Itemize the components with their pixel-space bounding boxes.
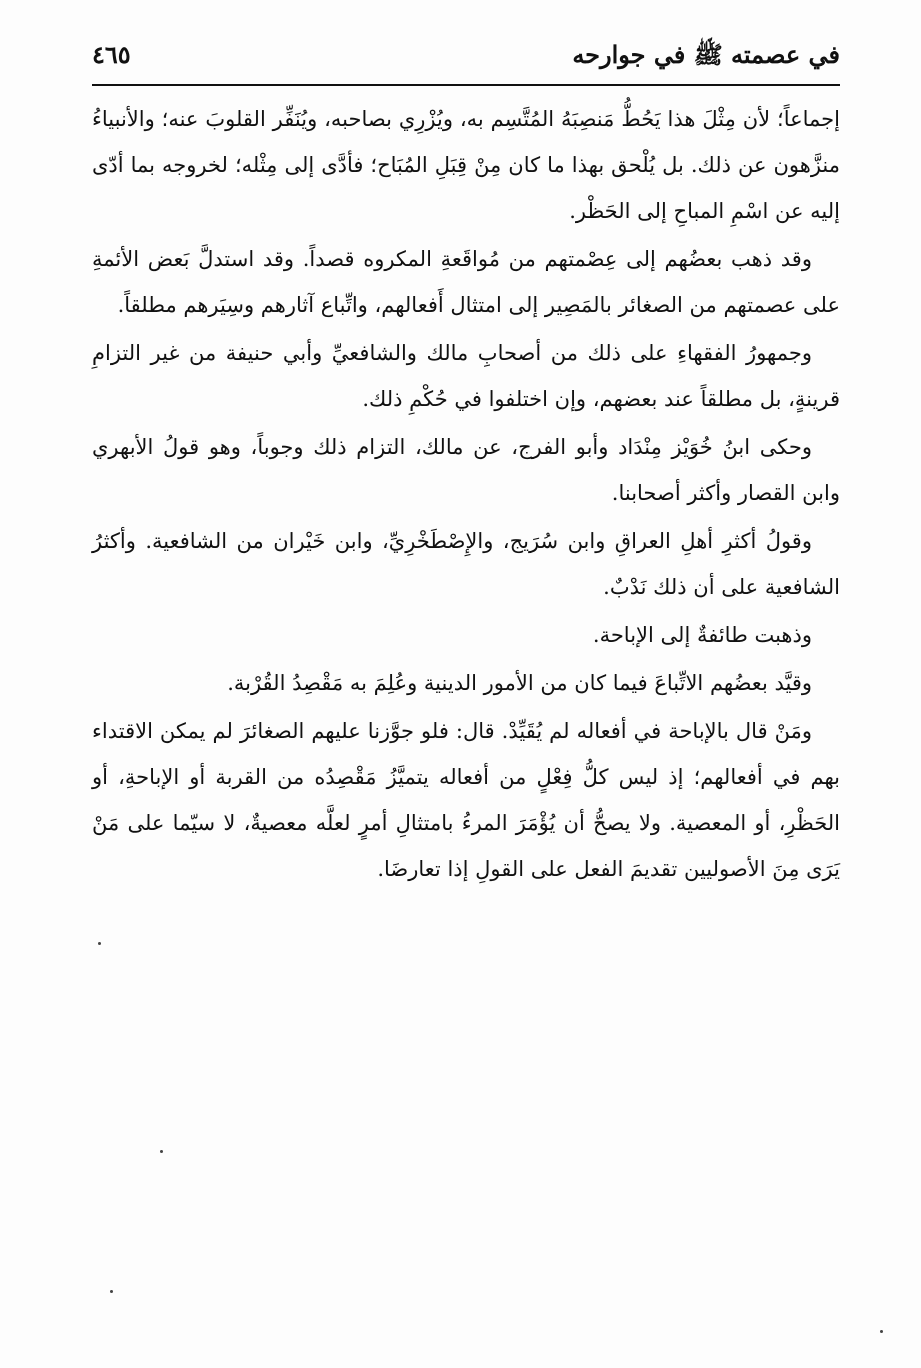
paragraph: وقولُ أكثرِ أهلِ العراقِ وابن سُرَيج، والإِصْطَخْرِيِّ، وابن خَيْران من الشافعية. وأكثرُ الشافعية على أن ذلك نَدْبٌ. bbox=[92, 529, 840, 599]
body-text bbox=[92, 96, 840, 892]
header-divider bbox=[92, 84, 840, 86]
page-number: ٤٦٥ bbox=[92, 40, 131, 69]
scan-speck bbox=[110, 1290, 113, 1293]
paragraph: ومَنْ قال بالإباحة في أفعاله لم يُقَيِّدْ. قال: فلو جوَّزنا عليهم الصغائرَ لم يمكن الاقتداء بهم في أفعالهم؛ إذ ليس كلُّ فِعْلٍ من أفعاله يتميَّزُ مَقْصِدُه من القربة أو الإباحةِ، أو الحَظْرِ، أو المعصية. ولا يصحُّ أن يُؤْمَرَ المرءُ بامتثالِ أمرٍ لعلَّه معصيةٌ، لا سيّما على مَنْ يَرَى مِنَ الأصوليين تقديمَ الفعل على القولِ إذا تعارضَا. bbox=[92, 719, 840, 881]
scan-speck bbox=[160, 1150, 163, 1153]
paragraph: وقيَّد بعضُهم الاتِّباعَ فيما كان من الأمور الدينية وعُلِمَ به مَقْصِدُ القُرْبة. bbox=[227, 671, 812, 695]
scan-speck bbox=[880, 1330, 883, 1333]
paragraph: وجمهورُ الفقهاءِ على ذلك من أصحابِ مالك والشافعيِّ وأبي حنيفة من غير التزامِ قرينةٍ، بل مطلقاً عند بعضهم، وإن اختلفوا في حُكْمِ ذلك. bbox=[92, 341, 840, 411]
paragraph: وذهبت طائفةٌ إلى الإباحة. bbox=[592, 623, 812, 647]
scan-speck bbox=[98, 942, 101, 945]
paragraph: وقد ذهب بعضُهم إلى عِصْمتهم من مُواقَعةِ المكروه قصداً. وقد استدلَّ بَعض الأئمةِ على عصمتهم من الصغائر بالمَصِير إلى امتثال أَفعالهم، واتِّباع آثارهم وسِيَرهم مطلقاً. bbox=[92, 247, 840, 317]
paragraph: إجماعاً؛ لأن مِثْلَ هذا يَحُطُّ مَنصِبَهُ المُتَّسِم به، ويُزْرِي بصاحبه، ويُنَفِّر القلوبَ عنه؛ والأنبياءُ منزَّهون عن ذلك. بل يُلْحق بهذا ما كان مِنْ قِبَلِ المُبَاح؛ فأدَّى إلى مِثْله؛ لخروجه بما أدّى إليه عن اسْمِ المباحِ إلى الحَظْر. bbox=[92, 107, 840, 223]
paragraph: وحكى ابنُ خُوَيْز مِنْدَاد وأبو الفرج، عن مالك، التزام ذلك وجوباً، وهو قولُ الأبهري وابن القصار وأكثر أصحابنا. bbox=[92, 435, 840, 505]
page-header bbox=[92, 34, 840, 78]
running-title: في عصمته ﷺ في جوارحه bbox=[572, 40, 840, 69]
